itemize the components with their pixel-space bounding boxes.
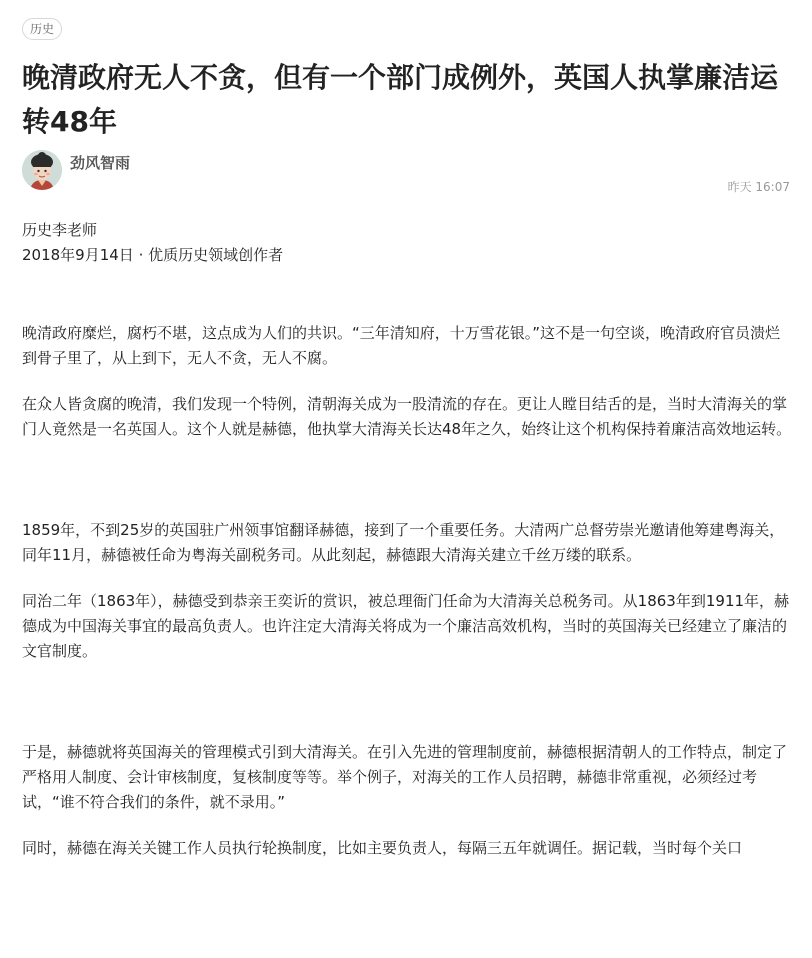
- author-bar: [22, 150, 792, 190]
- spacer: [22, 371, 792, 392]
- paragraph-5: 于是，赫德就将英国海关的管理模式引到大清海关。在引入先进的管理制度前，赫德根据清朝人的工作特点，制定了严格用人制度、会计审核制度，复核制度等等。举个例子，对海关的工作人员招聘，赫德非常重视，必须经过考试，“谁不符合我们的条件，就不录用。”: [22, 743, 788, 811]
- paragraph-2: 在众人皆贪腐的晚清，我们发现一个特例，清朝海关成为一股清流的存在。更让人瞠目结舌的是，当时大清海关的掌门人竟然是一名英国人。这个人就是赫德，他执掌大清海关长达48年之久，始终让这个机构保持着廉洁高效地运转。: [22, 395, 792, 438]
- source-date-line: 2018年9月14日 · 优质历史领域创作者: [22, 246, 284, 264]
- paragraph-1: 晚清政府糜烂，腐朽不堪，这点成为人们的共识。“三年清知府，十万雪花银。”这不是一句空谈，晚清政府官员溃烂到骨子里了，从上到下，无人不贪，无人不腐。: [22, 324, 781, 367]
- paragraph-4: 同治二年（1863年），赫德受到恭亲王奕䜣的赏识，被总理衙门任命为大清海关总税务司。从1863年到1911年，赫德成为中国海关事宜的最高负责人。也许注定大清海关将成为一个廉洁高效机构，当时的英国海关已经建立了廉洁的文官制度。: [22, 592, 790, 660]
- category-tag[interactable]: 历史: [22, 18, 62, 40]
- paragraph-6: 同时，赫德在海关关键工作人员执行轮换制度，比如主要负责人，每隔三五年就调任。据记载，当时每个关口: [22, 839, 743, 857]
- spacer: [22, 664, 792, 740]
- article-title: 晚清政府无人不贪，但有一个部门成例外，英国人执掌廉洁运转48年: [22, 61, 779, 138]
- bottom-fade: [0, 936, 812, 958]
- author-name[interactable]: 劲风智雨: [70, 154, 131, 172]
- spacer: [22, 815, 792, 836]
- avatar-illustration-icon: [22, 150, 62, 190]
- spacer: [22, 268, 792, 321]
- spacer: [22, 442, 792, 518]
- source-author-line: 历史李老师: [22, 221, 98, 239]
- publish-time: 昨天 16:07: [727, 180, 790, 194]
- author-avatar[interactable]: [22, 150, 62, 190]
- paragraph-3: 1859年，不到25岁的英国驻广州领事馆翻译赫德，接到了一个重要任务。大清两广总督劳崇光邀请他筹建粤海关，同年11月，赫德被任命为粤海关副税务司。从此刻起，赫德跟大清海关建立千丝万缕的联系。: [22, 521, 785, 564]
- article-body: [22, 218, 792, 861]
- spacer: [22, 568, 792, 589]
